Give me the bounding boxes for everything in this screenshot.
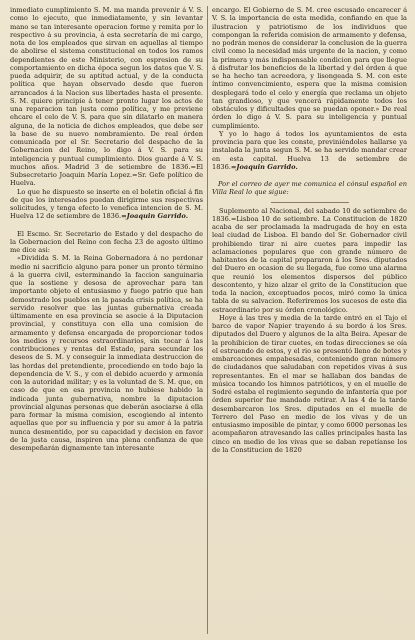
column-divider [207,6,208,634]
right-paragraph-4: Suplemento al Nacional, del sabado 10 de setiembre de 1836.=Lisboa 10 de setiembre. La Constitucion de 1820 acaba de ser proclamada la madrugada de hoy en esta leal ciudad de Lisboa. El bando del Sr. Gobernador civil prohibiendo tirar ni aire cuetes para impedir las aclamaciones populares que con grande número de habitantes de la capital prepararon á los Sres. diputados del Duero en ocasion de su llegada, fue como una alarma que reunió los elementos dispersos del público descontento, y hizo alzar el grito de la Constitucion que toda la nacion, exceptuados pocos, miró como la única tabla de su salvacion. Referiremos los sucesos de este dia estraordinario por su órden cronológico. [212,206,407,314]
left-paragraph-4: «Dividida S. M. la Reina Gobernadora á no perdonar medio ni sacrificio alguno para poner un pronto término á la guerra civil, esterminando la faccion sanguinaria que la sostiene y desosa de aprovechar para tan importante objeto el entusiasmo y fuego patrio que han demostrado los pueblos en la pasada crisis política, se ha servido resolver que las juntas gubernativa creada últimamente en esa provincia se asocie á la Diputacion provincial, y constituya con ella una comision de armamento y defensa encargada de proporcionar todos los medios y recursos estraordinarios, sin tocar á las contribuciones y rentas del Estado, para secundar los deseos de S. M. y conseguir la inmediata destruccion de las hordas del pretendiente, procediendo en todo bajo la dependencia de V. S., y con el debido acuerdo y armonía con la autoridad militar; y es la voluntad de S. M. que, en caso de que en esa provincia no hubiese habido la indicada junta gubernativa, nombre la diputacion provincial algunas personas que deberán asociarse á ella para formar la misma comision, escogiendo al intento aquellas que por su influencia y por su amor á la patria nunca desmentido, por su capacidad y decision en favor de la justa causa, inspiren una plena confianza de que desempeñarán dignamente tan interesante [10,254,203,452]
left-paragraph-1: inmediato cumplimiento S. M. ma manda prevenir á V. S. como lo ejecuto, que inmediatamente, y sin levantar mano se tan interesante operacion forme y remita por lo respectivo á su provincia, á esta secretaría de mi cargo, nota de los empleados que sirvan en aquellas al tiempo de abolirse el sistema constitucional en todos los ramos dependientes de este Ministerio, con espresion de su comportamiento en dicha época segun los datos que V. S. pueda adquirir, de su aptitud actual, y de la conducta política que hayan observado desde que fueron arrancados á la Nacion sus libertades hasta el presente. S. M. quiere principie á tener pronto lugar los actos de una reparacion tan justa como política, y me previene ehcare el celo de V. S. para que sin dilatarlo en manera alguna, de la noticia de dichos empleados, que debe ser la base de su nuevo nombramiento. De real órden comunicada por el Sr. Secretario del despacho de la Gobernacion del Reino, lo digo á V. S. para su inteligencia y puntual cumplimiento. Dios guarde á V. S. muchos años. Madrid 3 de setiembre de 1836.=El Subsecretario Joaquin María Lopez.=Sr. Gefe político de Huelva. [10,6,203,188]
signature-garrido-1: =Joaquin Garrido. [121,212,188,221]
right-paragraph-2 [212,130,407,171]
right-paragraph-1: encargo. El Gobierno de S. M. cree escusado encarecer á V. S. la importancia de esta medida, confiando en que la ilustracion y patriotismo de los individuos que compongan la referida comision de armamento y defensa, no podrán menos de considerar la conclusion de la guerra civil como la necesidad más urgente de la nacion, y como la primera y más indispensable condicion para que llegue á disfrutar los beneficios de la libertad y del órden á que se ha hecho tan acreedora, y lisongeada S. M. con este íntimo convencimiento, espera que la misma comision desplegará todo el celo y energía que reclama un objeto tan grandioso, y que vencerá rápidamente todos los obstáculos y dificultades que se puedan oponer.» De real órden lo digo á V. S. para su inteligencia y puntual cumplimiento. [212,6,407,130]
left-paragraph-3: El Escmo. Sr. Secretario de Estado y del despacho de la Gobernacion del Reino con fecha 23 de agosto último me dice asi: [10,229,203,254]
signature-garrido-2: =Joaquin Garrido. [230,162,298,171]
section-gap [212,171,407,180]
left-column [10,6,203,636]
left-paragraph-2 [10,188,203,221]
right-column [212,6,407,636]
consul-notice-place: Villa Real [212,188,244,197]
short-rule [271,202,349,203]
consul-notice-tail: lo que sigue: [246,188,289,197]
right-paragraph-5: Hoye á las tres y media de la tarde entró en el Tajo el barco de vapor Napier trayendo á su bordo á los Sres. diputados del Duero y algunos de la alta Beira. Apesar de la prohibicion de tirar cuetes, en todas direcciones se oía el estruendo de estos, y el rio se presentó lleno de botes y embarcaciones empabesadas, conteniendo gran número de ciudadanos que saludaban con repetidos vivas á sus representantes. En el mar se hallaban dos bandas de música tocando los himnos patrióticos, y en el muelle de Sodré estaba el regimiento segundo de infantería que por órden superior fue mandado retirar. A las 4 de la tarde desembarcaron los Sres. diputados en el muelle de Terrero del Paso en medio de los vivas y de un entusiasmo imposible de pintar, y como 6000 personas les acompañaron atravesando las calles principales hasta las cinco en medio de los vivas que se daban repetíanse los de la Constitucion de 1820 [212,313,407,454]
consul-notice [212,180,407,197]
consul-notice-lead: Por el correo de ayer me comunica el cónsul español en [218,180,407,188]
right-paragraph-2-text: Y yo lo hago á todos los ayuntamientos de esta provincia para que les conste, previniéndoles hallarse ya instalada la junta segun S. M. se ha servido mandar crear en esta capital. Huelva 13 de setiembre de 1836. [212,129,407,171]
left-paragraph-2-text: Lo que he dispuesto se inserte en el boletin oficial á fin de que los interesados puedan dirigirme sus respectivas solicitudes, y tenga efecto lo venefica intencion de S. M. Huelva 12 de setiembre de 1836. [10,187,203,221]
section-gap [10,221,203,230]
